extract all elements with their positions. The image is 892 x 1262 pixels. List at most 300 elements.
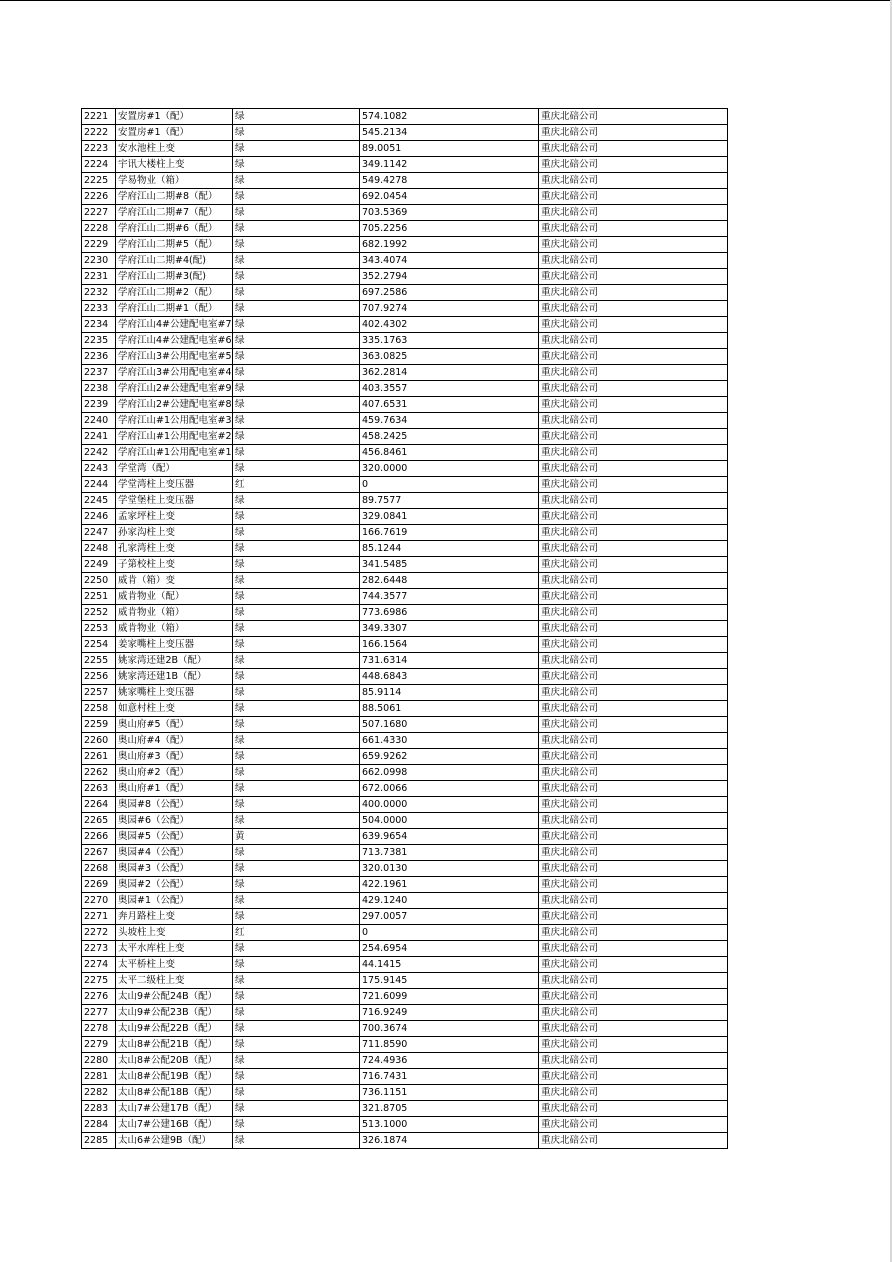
station-name-cell: 奥园#4（公配） [116,845,233,861]
row-id-cell: 2279 [82,1037,116,1053]
status-cell: 绿 [233,397,360,413]
row-id-cell: 2224 [82,157,116,173]
table-row [82,909,728,925]
table-row [82,125,728,141]
table-row [82,493,728,509]
value-cell: 89.7577 [360,493,539,509]
status-cell: 绿 [233,1037,360,1053]
row-id-cell: 2249 [82,557,116,573]
status-cell: 红 [233,925,360,941]
company-cell: 重庆北碚公司 [539,1037,728,1053]
row-id-cell: 2274 [82,957,116,973]
row-id-cell: 2254 [82,637,116,653]
value-cell: 736.1151 [360,1085,539,1101]
station-name-cell: 太山9#公配23B（配） [116,1005,233,1021]
company-cell: 重庆北碚公司 [539,141,728,157]
row-id-cell: 2234 [82,317,116,333]
station-name-cell: 太山8#公配18B（配） [116,1085,233,1101]
table-row [82,717,728,733]
value-cell: 297.0057 [360,909,539,925]
value-cell: 448.6843 [360,669,539,685]
station-name-cell: 学府江山二期#2（配） [116,285,233,301]
company-cell: 重庆北碚公司 [539,477,728,493]
row-id-cell: 2280 [82,1053,116,1069]
value-cell: 0 [360,925,539,941]
table-row [82,669,728,685]
value-cell: 724.4936 [360,1053,539,1069]
table-row [82,189,728,205]
row-id-cell: 2252 [82,605,116,621]
station-name-cell: 学府江山#1公用配电室#3 [116,413,233,429]
value-cell: 403.3557 [360,381,539,397]
status-cell: 绿 [233,1053,360,1069]
table-row [82,461,728,477]
row-id-cell: 2275 [82,973,116,989]
row-id-cell: 2266 [82,829,116,845]
value-cell: 504.0000 [360,813,539,829]
status-cell: 绿 [233,1101,360,1117]
value-cell: 166.1564 [360,637,539,653]
row-id-cell: 2267 [82,845,116,861]
station-name-cell: 奥山府#4（配） [116,733,233,749]
company-cell: 重庆北碚公司 [539,1069,728,1085]
row-id-cell: 2242 [82,445,116,461]
company-cell: 重庆北碚公司 [539,621,728,637]
value-cell: 700.3674 [360,1021,539,1037]
value-cell: 407.6531 [360,397,539,413]
row-id-cell: 2244 [82,477,116,493]
status-cell: 绿 [233,381,360,397]
row-id-cell: 2285 [82,1133,116,1149]
table-row [82,381,728,397]
transformer-table [81,108,728,1149]
row-id-cell: 2221 [82,109,116,125]
station-name-cell: 威肯（箱）变 [116,573,233,589]
station-name-cell: 奥山府#5（配） [116,717,233,733]
value-cell: 545.2134 [360,125,539,141]
company-cell: 重庆北碚公司 [539,493,728,509]
company-cell: 重庆北碚公司 [539,909,728,925]
company-cell: 重庆北碚公司 [539,301,728,317]
company-cell: 重庆北碚公司 [539,877,728,893]
value-cell: 682.1992 [360,237,539,253]
table-row [82,541,728,557]
table-row [82,141,728,157]
value-cell: 507.1680 [360,717,539,733]
station-name-cell: 学府江山二期#5（配） [116,237,233,253]
value-cell: 429.1240 [360,893,539,909]
status-cell: 绿 [233,525,360,541]
status-cell: 绿 [233,557,360,573]
table-row [82,1133,728,1149]
status-cell: 绿 [233,1069,360,1085]
company-cell: 重庆北碚公司 [539,701,728,717]
status-cell: 绿 [233,877,360,893]
status-cell: 绿 [233,109,360,125]
row-id-cell: 2223 [82,141,116,157]
table-row [82,1021,728,1037]
value-cell: 85.9114 [360,685,539,701]
status-cell: 绿 [233,909,360,925]
value-cell: 341.5485 [360,557,539,573]
row-id-cell: 2260 [82,733,116,749]
table-row [82,1005,728,1021]
station-name-cell: 学府江山二期#6（配） [116,221,233,237]
status-cell: 绿 [233,237,360,253]
station-name-cell: 学易物业（箱） [116,173,233,189]
company-cell: 重庆北碚公司 [539,125,728,141]
table-row [82,797,728,813]
status-cell: 绿 [233,797,360,813]
table-row [82,893,728,909]
value-cell: 721.6099 [360,989,539,1005]
status-cell: 绿 [233,349,360,365]
status-cell: 绿 [233,973,360,989]
company-cell: 重庆北碚公司 [539,1117,728,1133]
row-id-cell: 2281 [82,1069,116,1085]
value-cell: 282.6448 [360,573,539,589]
company-cell: 重庆北碚公司 [539,973,728,989]
table-row [82,349,728,365]
company-cell: 重庆北碚公司 [539,925,728,941]
station-name-cell: 姚家湾还建1B（配） [116,669,233,685]
value-cell: 349.3307 [360,621,539,637]
value-cell: 713.7381 [360,845,539,861]
company-cell: 重庆北碚公司 [539,605,728,621]
status-cell: 绿 [233,189,360,205]
company-cell: 重庆北碚公司 [539,941,728,957]
company-cell: 重庆北碚公司 [539,429,728,445]
page-top-border [0,0,892,1]
station-name-cell: 奥园#8（公配） [116,797,233,813]
station-name-cell: 学府江山2#公建配电室#9 [116,381,233,397]
status-cell: 黄 [233,829,360,845]
table-row [82,333,728,349]
row-id-cell: 2278 [82,1021,116,1037]
status-cell: 绿 [233,1133,360,1149]
company-cell: 重庆北碚公司 [539,1085,728,1101]
row-id-cell: 2250 [82,573,116,589]
table-row [82,749,728,765]
table-row [82,813,728,829]
status-cell: 绿 [233,541,360,557]
row-id-cell: 2265 [82,813,116,829]
status-cell: 绿 [233,893,360,909]
table-row [82,413,728,429]
table-row [82,589,728,605]
value-cell: 44.1415 [360,957,539,973]
table-row [82,109,728,125]
row-id-cell: 2237 [82,365,116,381]
value-cell: 85.1244 [360,541,539,557]
row-id-cell: 2262 [82,765,116,781]
value-cell: 659.9262 [360,749,539,765]
status-cell: 绿 [233,157,360,173]
station-name-cell: 太山8#公配21B（配） [116,1037,233,1053]
status-cell: 绿 [233,205,360,221]
station-name-cell: 学府江山二期#4(配) [116,253,233,269]
status-cell: 绿 [233,365,360,381]
station-name-cell: 奥园#5（公配） [116,829,233,845]
row-id-cell: 2226 [82,189,116,205]
table-row [82,861,728,877]
table-row [82,573,728,589]
value-cell: 329.0841 [360,509,539,525]
station-name-cell: 学府江山#1公用配电室#2 [116,429,233,445]
table-row [82,973,728,989]
status-cell: 绿 [233,957,360,973]
table-row [82,1053,728,1069]
company-cell: 重庆北碚公司 [539,829,728,845]
station-name-cell: 学府江山3#公用配电室#5 [116,349,233,365]
value-cell: 321.8705 [360,1101,539,1117]
station-name-cell: 奥园#6（公配） [116,813,233,829]
value-cell: 362.2814 [360,365,539,381]
status-cell: 绿 [233,861,360,877]
status-cell: 绿 [233,253,360,269]
table-row [82,253,728,269]
value-cell: 639.9654 [360,829,539,845]
station-name-cell: 奥山府#3（配） [116,749,233,765]
station-name-cell: 孙家沟柱上变 [116,525,233,541]
row-id-cell: 2246 [82,509,116,525]
table-row [82,1085,728,1101]
row-id-cell: 2245 [82,493,116,509]
station-name-cell: 奥山府#1（配） [116,781,233,797]
table-row [82,317,728,333]
row-id-cell: 2257 [82,685,116,701]
table-row [82,989,728,1005]
value-cell: 459.7634 [360,413,539,429]
status-cell: 绿 [233,701,360,717]
value-cell: 88.5061 [360,701,539,717]
value-cell: 661.4330 [360,733,539,749]
table-row [82,301,728,317]
company-cell: 重庆北碚公司 [539,189,728,205]
status-cell: 绿 [233,605,360,621]
row-id-cell: 2268 [82,861,116,877]
company-cell: 重庆北碚公司 [539,749,728,765]
company-cell: 重庆北碚公司 [539,573,728,589]
station-name-cell: 学堂堡柱上变压器 [116,493,233,509]
value-cell: 254.6954 [360,941,539,957]
table-row [82,1101,728,1117]
company-cell: 重庆北碚公司 [539,397,728,413]
station-name-cell: 学府江山2#公建配电室#8 [116,397,233,413]
company-cell: 重庆北碚公司 [539,461,728,477]
table-row [82,925,728,941]
status-cell: 绿 [233,685,360,701]
table-row [82,829,728,845]
table-row [82,173,728,189]
company-cell: 重庆北碚公司 [539,957,728,973]
station-name-cell: 太山8#公配20B（配） [116,1053,233,1069]
station-name-cell: 头坡柱上变 [116,925,233,941]
company-cell: 重庆北碚公司 [539,845,728,861]
table-row [82,845,728,861]
status-cell: 绿 [233,461,360,477]
value-cell: 692.0454 [360,189,539,205]
company-cell: 重庆北碚公司 [539,205,728,221]
status-cell: 绿 [233,717,360,733]
station-name-cell: 学府江山#1公用配电室#1 [116,445,233,461]
table-row [82,477,728,493]
value-cell: 343.4074 [360,253,539,269]
row-id-cell: 2258 [82,701,116,717]
row-id-cell: 2273 [82,941,116,957]
row-id-cell: 2261 [82,749,116,765]
value-cell: 335.1763 [360,333,539,349]
value-cell: 711.8590 [360,1037,539,1053]
row-id-cell: 2225 [82,173,116,189]
row-id-cell: 2238 [82,381,116,397]
company-cell: 重庆北碚公司 [539,717,728,733]
row-id-cell: 2248 [82,541,116,557]
station-name-cell: 学府江山二期#7（配） [116,205,233,221]
table-row [82,685,728,701]
status-cell: 绿 [233,493,360,509]
status-cell: 红 [233,477,360,493]
table-row [82,205,728,221]
value-cell: 716.7431 [360,1069,539,1085]
status-cell: 绿 [233,813,360,829]
table-row [82,957,728,973]
status-cell: 绿 [233,749,360,765]
station-name-cell: 学府江山4#公建配电室#6 [116,333,233,349]
table-row [82,445,728,461]
status-cell: 绿 [233,333,360,349]
row-id-cell: 2272 [82,925,116,941]
station-name-cell: 学府江山二期#3(配) [116,269,233,285]
company-cell: 重庆北碚公司 [539,365,728,381]
company-cell: 重庆北碚公司 [539,1133,728,1149]
value-cell: 326.1874 [360,1133,539,1149]
status-cell: 绿 [233,317,360,333]
status-cell: 绿 [233,1005,360,1021]
station-name-cell: 太平桥柱上变 [116,957,233,973]
status-cell: 绿 [233,669,360,685]
row-id-cell: 2236 [82,349,116,365]
table-row [82,1069,728,1085]
station-name-cell: 学堂湾（配） [116,461,233,477]
row-id-cell: 2228 [82,221,116,237]
status-cell: 绿 [233,733,360,749]
status-cell: 绿 [233,1117,360,1133]
station-name-cell: 威肯物业（配） [116,589,233,605]
station-name-cell: 如意村柱上变 [116,701,233,717]
station-name-cell: 太平二级柱上变 [116,973,233,989]
company-cell: 重庆北碚公司 [539,669,728,685]
company-cell: 重庆北碚公司 [539,589,728,605]
company-cell: 重庆北碚公司 [539,541,728,557]
table-row [82,237,728,253]
table-row [82,637,728,653]
row-id-cell: 2283 [82,1101,116,1117]
station-name-cell: 奥园#1（公配） [116,893,233,909]
table-row [82,509,728,525]
value-cell: 703.5369 [360,205,539,221]
row-id-cell: 2247 [82,525,116,541]
station-name-cell: 太山6#公建9B（配） [116,1133,233,1149]
status-cell: 绿 [233,269,360,285]
table-row [82,221,728,237]
row-id-cell: 2222 [82,125,116,141]
row-id-cell: 2240 [82,413,116,429]
company-cell: 重庆北碚公司 [539,765,728,781]
status-cell: 绿 [233,413,360,429]
table-row [82,733,728,749]
company-cell: 重庆北碚公司 [539,109,728,125]
value-cell: 166.7619 [360,525,539,541]
company-cell: 重庆北碚公司 [539,269,728,285]
status-cell: 绿 [233,445,360,461]
status-cell: 绿 [233,429,360,445]
station-name-cell: 太平水库柱上变 [116,941,233,957]
value-cell: 716.9249 [360,1005,539,1021]
row-id-cell: 2264 [82,797,116,813]
company-cell: 重庆北碚公司 [539,237,728,253]
value-cell: 773.6986 [360,605,539,621]
company-cell: 重庆北碚公司 [539,733,728,749]
row-id-cell: 2233 [82,301,116,317]
row-id-cell: 2253 [82,621,116,637]
table-row [82,653,728,669]
company-cell: 重庆北碚公司 [539,989,728,1005]
company-cell: 重庆北碚公司 [539,285,728,301]
station-name-cell: 孟家坪柱上变 [116,509,233,525]
table-row [82,365,728,381]
table-row [82,701,728,717]
row-id-cell: 2259 [82,717,116,733]
station-name-cell: 学府江山二期#8（配） [116,189,233,205]
row-id-cell: 2263 [82,781,116,797]
row-id-cell: 2256 [82,669,116,685]
status-cell: 绿 [233,781,360,797]
station-name-cell: 学府江山二期#1（配） [116,301,233,317]
station-name-cell: 宇讯大楼柱上变 [116,157,233,173]
station-name-cell: 学府江山3#公用配电室#4 [116,365,233,381]
company-cell: 重庆北碚公司 [539,861,728,877]
value-cell: 513.1000 [360,1117,539,1133]
value-cell: 574.1082 [360,109,539,125]
company-cell: 重庆北碚公司 [539,381,728,397]
status-cell: 绿 [233,173,360,189]
company-cell: 重庆北碚公司 [539,637,728,653]
company-cell: 重庆北碚公司 [539,445,728,461]
table-row [82,525,728,541]
status-cell: 绿 [233,285,360,301]
value-cell: 363.0825 [360,349,539,365]
station-name-cell: 太山9#公配22B（配） [116,1021,233,1037]
station-name-cell: 太山7#公建16B（配） [116,1117,233,1133]
company-cell: 重庆北碚公司 [539,173,728,189]
row-id-cell: 2235 [82,333,116,349]
status-cell: 绿 [233,589,360,605]
value-cell: 422.1961 [360,877,539,893]
company-cell: 重庆北碚公司 [539,157,728,173]
value-cell: 320.0000 [360,461,539,477]
company-cell: 重庆北碚公司 [539,413,728,429]
station-name-cell: 奥山府#2（配） [116,765,233,781]
value-cell: 352.2794 [360,269,539,285]
row-id-cell: 2230 [82,253,116,269]
station-name-cell: 奥园#2（公配） [116,877,233,893]
value-cell: 672.0066 [360,781,539,797]
row-id-cell: 2270 [82,893,116,909]
status-cell: 绿 [233,845,360,861]
row-id-cell: 2269 [82,877,116,893]
table-body [82,109,728,1149]
